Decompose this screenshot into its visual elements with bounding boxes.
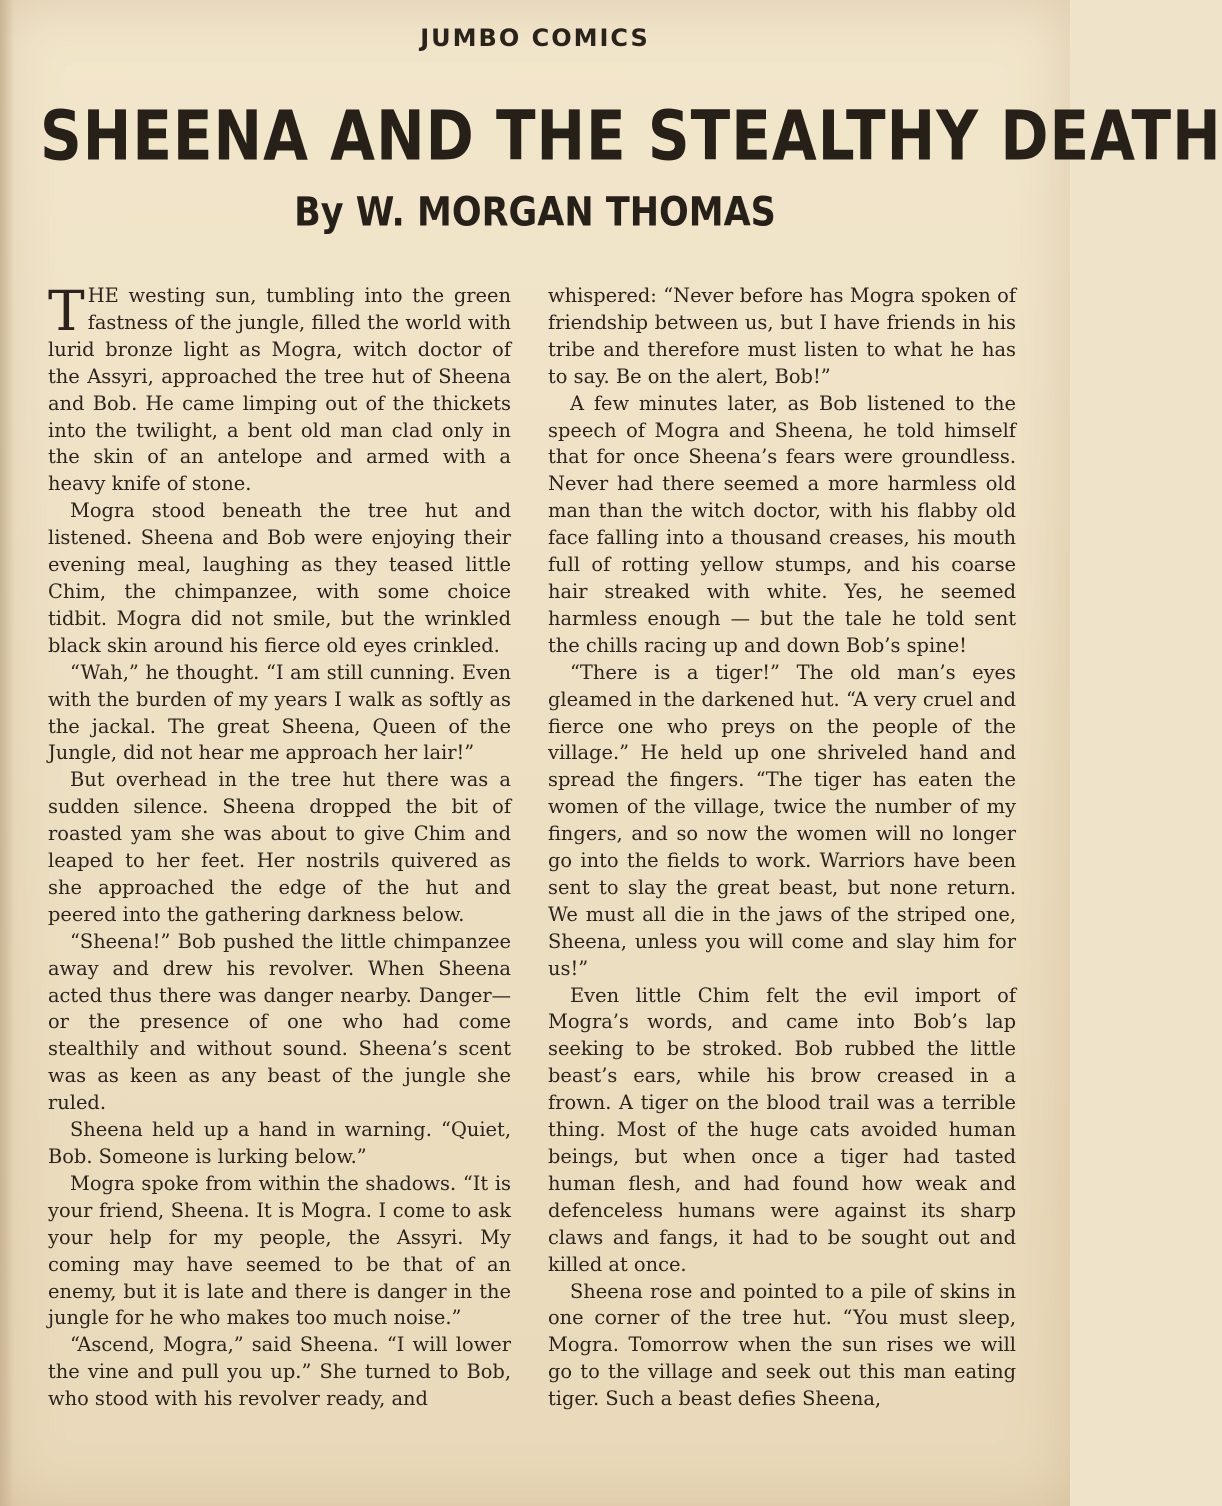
paragraph: “Wah,” he thought. “I am still cunning. Even with the burden of my years I walk as softly as the jackal. The great Sheena, Queen of the Jungle, did not hear me approach her lair!” xyxy=(48,660,511,765)
running-head: JUMBO COMICS xyxy=(420,24,650,52)
drop-cap: T xyxy=(48,279,85,343)
paragraph: A few minutes later, as Bob listened to the speech of Mogra and Sheena, he told himself that for once Sheena’s fears were groundless. Never had there seemed a more harmless old man than the witch doctor, with his flabby old face falling into a thousand creases, his mouth full of rotting yellow stumps, and his coarse hair streaked with white. Yes, he seemed harmless enough — but the tale he told sent the chills racing up and down Bob’s spine! xyxy=(548,391,1016,657)
byline: By W. MORGAN THOMAS xyxy=(294,190,776,236)
paragraph: Sheena held up a hand in warning. “Quiet, Bob. Someone is lurking below.” xyxy=(48,1118,511,1168)
story-title: SHEENA AND THE STEALTHY DEATH xyxy=(40,96,1222,177)
paragraph: Mogra stood beneath the tree hut and listened. Sheena and Bob were enjoying their evening meal, laughing as they teased little Chim, the chimpanzee, with some choice tidbit. Mogra did not smile, but the wrinkled black skin around his fierce old eyes crinkled. xyxy=(48,499,511,657)
paragraph: Mogra spoke from within the shadows. “It is your friend, Sheena. It is Mogra. I come to ask your help for my people, the Assyri. My coming may have seemed to be that of an enemy, but it is late and there is danger in the jungle for he who makes too much noise.” xyxy=(48,1171,511,1330)
paragraph: “There is a tiger!” The old man’s eyes gleamed in the darkened hut. “A very cruel and fierce one who preys on the people of the village.” He held up one shriveled hand and spread the fingers. “The tiger has eaten the women of the village, twice the number of my fingers, and so now the women will no longer go into the fields to work. Warriors have been sent to slay the great beast, but none return. We must all die in the jaws of the striped one, Sheena, unless you will come and slay him for us!” xyxy=(548,660,1016,980)
paragraph: Even little Chim felt the evil import of Mogra’s words, and came into Bob’s lap seeking to be stroked. Bob rubbed the little beast’s ears, while his brow creased in a frown. A tiger on the blood trail was a terrible thing. Most of the huge cats avoided human beings, but when once a tiger had tasted human flesh, and had found how weak and defenceless humans were against its sharp claws and fangs, it had to be sought out and killed at once. xyxy=(548,983,1016,1276)
paragraph xyxy=(48,279,511,498)
paragraph: whispered: “Never before has Mogra spoken of friendship between us, but I have friends in his tribe and therefore must listen to what he has to say. Be on the alert, Bob!” xyxy=(548,284,1016,388)
right-column xyxy=(548,283,1016,1413)
left-column xyxy=(48,279,511,1413)
paragraph: “Sheena!” Bob pushed the little chimpanzee away and drew his revolver. When Sheena acted thus there was danger nearby. Danger— or the presence of one who had come stealthily and without sound. Sheena’s scent was as keen as any beast of the jungle she ruled. xyxy=(48,929,511,1115)
paragraph: Sheena rose and pointed to a pile of skins in one corner of the tree hut. “You must sleep, Mogra. Tomorrow when the sun rises we will go to the village and seek out this man eating tiger. Such a beast defies Sheena, xyxy=(548,1279,1016,1411)
paragraph-text: HE westing sun, tumbling into the green fastness of the jungle, filled the world with lurid bronze light as Mogra, witch doctor of the Assyri, approached the tree hut of Sheena and Bob. He came limping out of the thickets into the twilight, a bent old man clad only in the skin of an antelope and armed with a heavy knife of stone. xyxy=(48,284,511,496)
paragraph: But overhead in the tree hut there was a sudden silence. Sheena dropped the bit of roasted yam she was about to give Chim and leaped to her feet. Her nostrils quivered as she approached the edge of the hut and peered into the gathering darkness below. xyxy=(48,768,511,926)
paragraph: “Ascend, Mogra,” said Sheena. “I will lower the vine and pull you up.” She turned to Bob, who stood with his revolver ready, and xyxy=(48,1333,511,1411)
